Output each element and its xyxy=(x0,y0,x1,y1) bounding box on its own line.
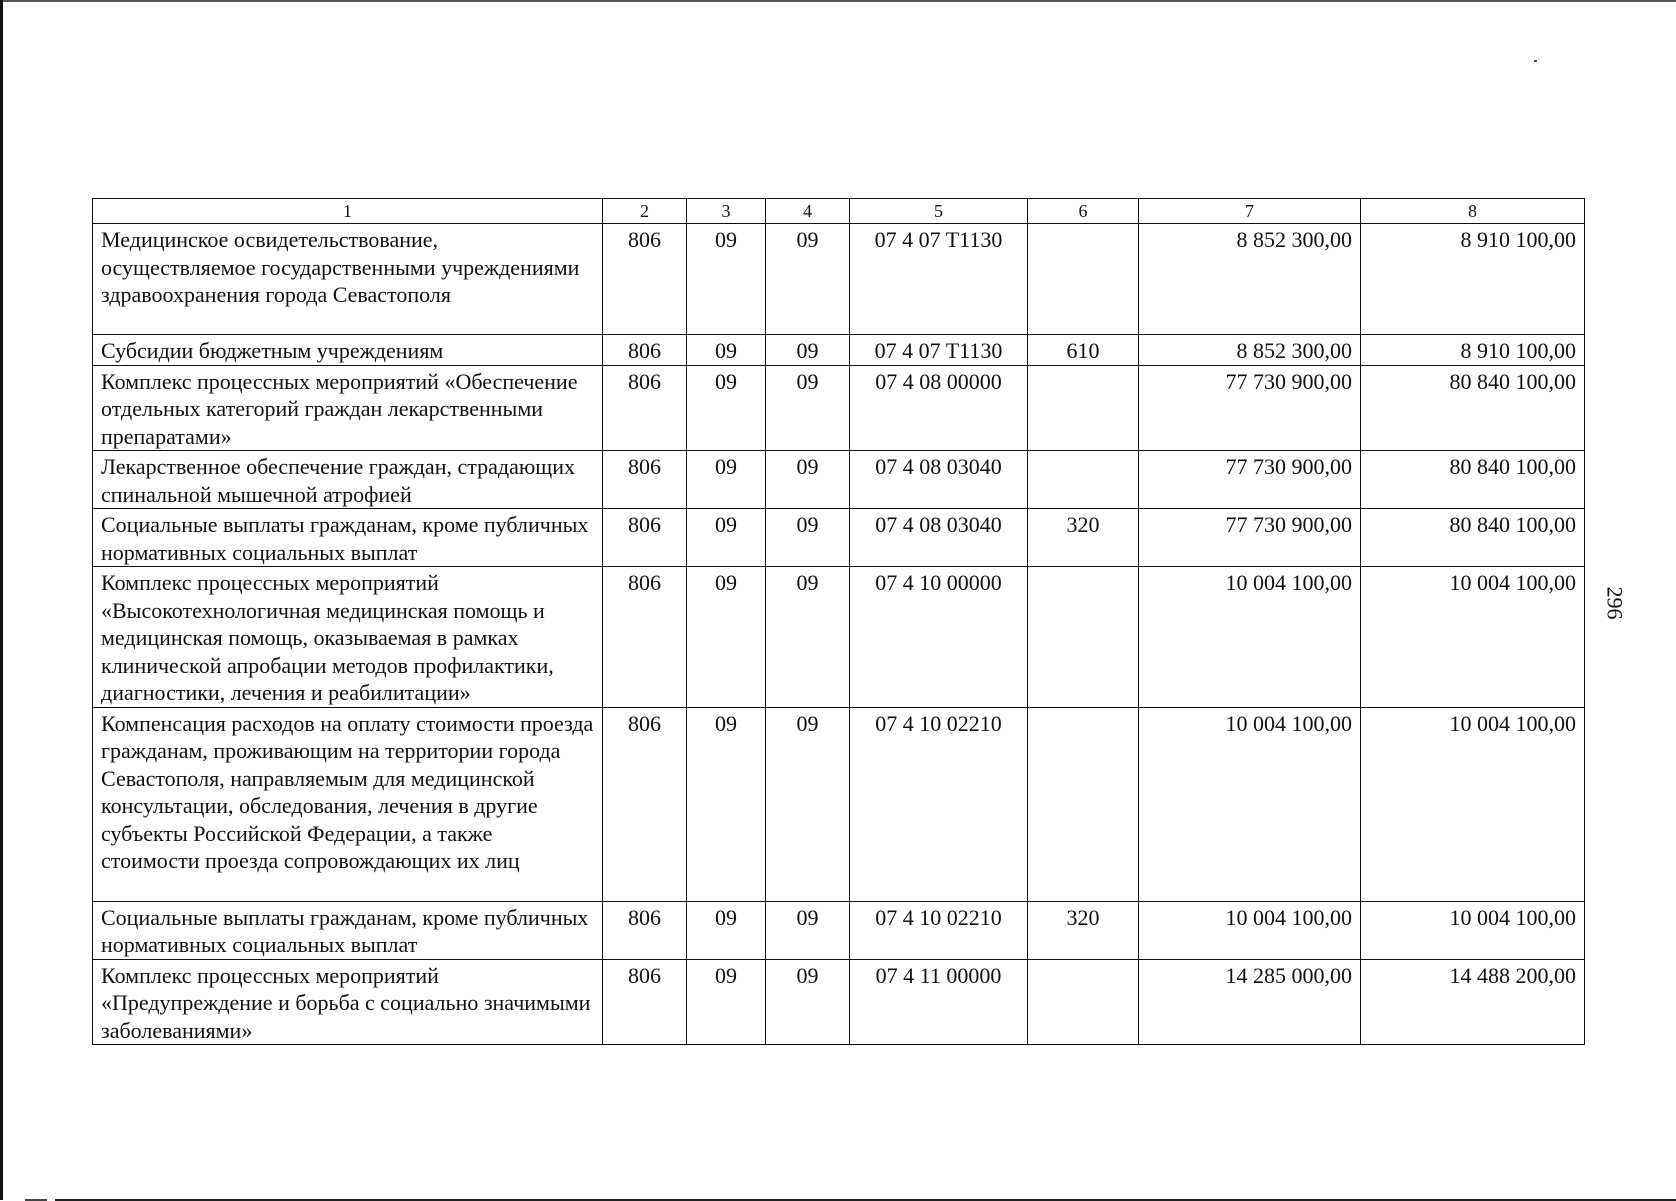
cell-col7: 77 730 900,00 xyxy=(1139,365,1361,451)
cell-col7: 8 852 300,00 xyxy=(1139,224,1361,335)
cell-col7: 77 730 900,00 xyxy=(1139,451,1361,509)
cell-name: Комплекс процессных мероприятий «Предупреждение и борьба с социально значимыми заболеваниями» xyxy=(93,959,603,1045)
cell-col7: 10 004 100,00 xyxy=(1139,567,1361,708)
cell-col5: 07 4 10 00000 xyxy=(850,567,1028,708)
cell-col8: 10 004 100,00 xyxy=(1361,567,1585,708)
cell-col3: 09 xyxy=(687,707,766,901)
table-row xyxy=(93,959,1585,1045)
cell-col3: 09 xyxy=(687,509,766,567)
budget-table xyxy=(92,198,1585,1045)
column-header: 6 xyxy=(1028,199,1139,224)
cell-col2: 806 xyxy=(603,901,687,959)
cell-col6 xyxy=(1028,959,1139,1045)
cell-col5: 07 4 08 00000 xyxy=(850,365,1028,451)
cell-name: Комплекс процессных мероприятий «Высокотехнологичная медицинская помощь и медицинская помощь, оказываемая в рамках клинической апробации методов профилактики, диагностики, лечения и реабилитации» xyxy=(93,567,603,708)
table-row xyxy=(93,707,1585,901)
cell-col2: 806 xyxy=(603,365,687,451)
cell-col4: 09 xyxy=(766,959,850,1045)
cell-col8: 10 004 100,00 xyxy=(1361,901,1585,959)
table-row xyxy=(93,224,1585,335)
cell-name: Социальные выплаты гражданам, кроме публичных нормативных социальных выплат xyxy=(93,901,603,959)
cell-col7: 77 730 900,00 xyxy=(1139,509,1361,567)
cell-col2: 806 xyxy=(603,707,687,901)
cell-col8: 14 488 200,00 xyxy=(1361,959,1585,1045)
cell-name: Субсидии бюджетным учреждениям xyxy=(93,335,603,366)
cell-col8: 80 840 100,00 xyxy=(1361,509,1585,567)
cell-col5: 07 4 10 02210 xyxy=(850,901,1028,959)
header-row xyxy=(93,199,1585,224)
cell-name: Лекарственное обеспечение граждан, страдающих спинальной мышечной атрофией xyxy=(93,451,603,509)
cell-col2: 806 xyxy=(603,224,687,335)
cell-col8: 8 910 100,00 xyxy=(1361,335,1585,366)
cell-col8: 8 910 100,00 xyxy=(1361,224,1585,335)
page-number: 296 xyxy=(1602,586,1628,620)
cell-col7: 10 004 100,00 xyxy=(1139,707,1361,901)
cell-name: Комплекс процессных мероприятий «Обеспечение отдельных категорий граждан лекарственными препаратами» xyxy=(93,365,603,451)
cell-col5: 07 4 10 02210 xyxy=(850,707,1028,901)
cell-col2: 806 xyxy=(603,335,687,366)
column-header: 1 xyxy=(93,199,603,224)
cell-col3: 09 xyxy=(687,959,766,1045)
cell-col4: 09 xyxy=(766,365,850,451)
cell-col3: 09 xyxy=(687,451,766,509)
cell-col6: 320 xyxy=(1028,901,1139,959)
scan-left-edge xyxy=(0,0,3,1200)
cell-col8: 80 840 100,00 xyxy=(1361,365,1585,451)
cell-col5: 07 4 07 T1130 xyxy=(850,335,1028,366)
scan-speck xyxy=(1534,60,1537,62)
cell-col5: 07 4 08 03040 xyxy=(850,451,1028,509)
cell-col5: 07 4 07 T1130 xyxy=(850,224,1028,335)
cell-name: Компенсация расходов на оплату стоимости проезда гражданам, проживающим на территории города Севастополя, направляемым для медицинской консультации, обследования, лечения в другие субъекты Российской Федерации, а также стоимости проезда сопровождающих их лиц xyxy=(93,707,603,901)
cell-name: Медицинское освидетельствование, осуществляемое государственными учреждениями здравоохранения города Севастополя xyxy=(93,224,603,335)
cell-col5: 07 4 08 03040 xyxy=(850,509,1028,567)
cell-col8: 10 004 100,00 xyxy=(1361,707,1585,901)
column-header: 3 xyxy=(687,199,766,224)
cell-name: Социальные выплаты гражданам, кроме публичных нормативных социальных выплат xyxy=(93,509,603,567)
cell-col7: 8 852 300,00 xyxy=(1139,335,1361,366)
cell-col6 xyxy=(1028,365,1139,451)
cell-col4: 09 xyxy=(766,707,850,901)
column-header: 4 xyxy=(766,199,850,224)
cell-col2: 806 xyxy=(603,451,687,509)
column-header: 2 xyxy=(603,199,687,224)
table-row xyxy=(93,509,1585,567)
cell-col7: 10 004 100,00 xyxy=(1139,901,1361,959)
cell-col7: 14 285 000,00 xyxy=(1139,959,1361,1045)
cell-col3: 09 xyxy=(687,365,766,451)
cell-col4: 09 xyxy=(766,451,850,509)
cell-col3: 09 xyxy=(687,567,766,708)
table-row xyxy=(93,365,1585,451)
cell-col3: 09 xyxy=(687,224,766,335)
column-header: 5 xyxy=(850,199,1028,224)
table-row xyxy=(93,451,1585,509)
cell-col8: 80 840 100,00 xyxy=(1361,451,1585,509)
cell-col3: 09 xyxy=(687,335,766,366)
table-row xyxy=(93,567,1585,708)
cell-col6 xyxy=(1028,567,1139,708)
cell-col2: 806 xyxy=(603,567,687,708)
cell-col2: 806 xyxy=(603,509,687,567)
cell-col6 xyxy=(1028,224,1139,335)
cell-col6 xyxy=(1028,451,1139,509)
cell-col4: 09 xyxy=(766,901,850,959)
cell-col6: 610 xyxy=(1028,335,1139,366)
cell-col4: 09 xyxy=(766,567,850,708)
cell-col6 xyxy=(1028,707,1139,901)
column-header: 7 xyxy=(1139,199,1361,224)
cell-col3: 09 xyxy=(687,901,766,959)
cell-col4: 09 xyxy=(766,509,850,567)
scan-top-edge xyxy=(0,0,1676,2)
cell-col6: 320 xyxy=(1028,509,1139,567)
cell-col4: 09 xyxy=(766,224,850,335)
table-row xyxy=(93,335,1585,366)
cell-col2: 806 xyxy=(603,959,687,1045)
column-header: 8 xyxy=(1361,199,1585,224)
cell-col4: 09 xyxy=(766,335,850,366)
cell-col5: 07 4 11 00000 xyxy=(850,959,1028,1045)
table-row xyxy=(93,901,1585,959)
